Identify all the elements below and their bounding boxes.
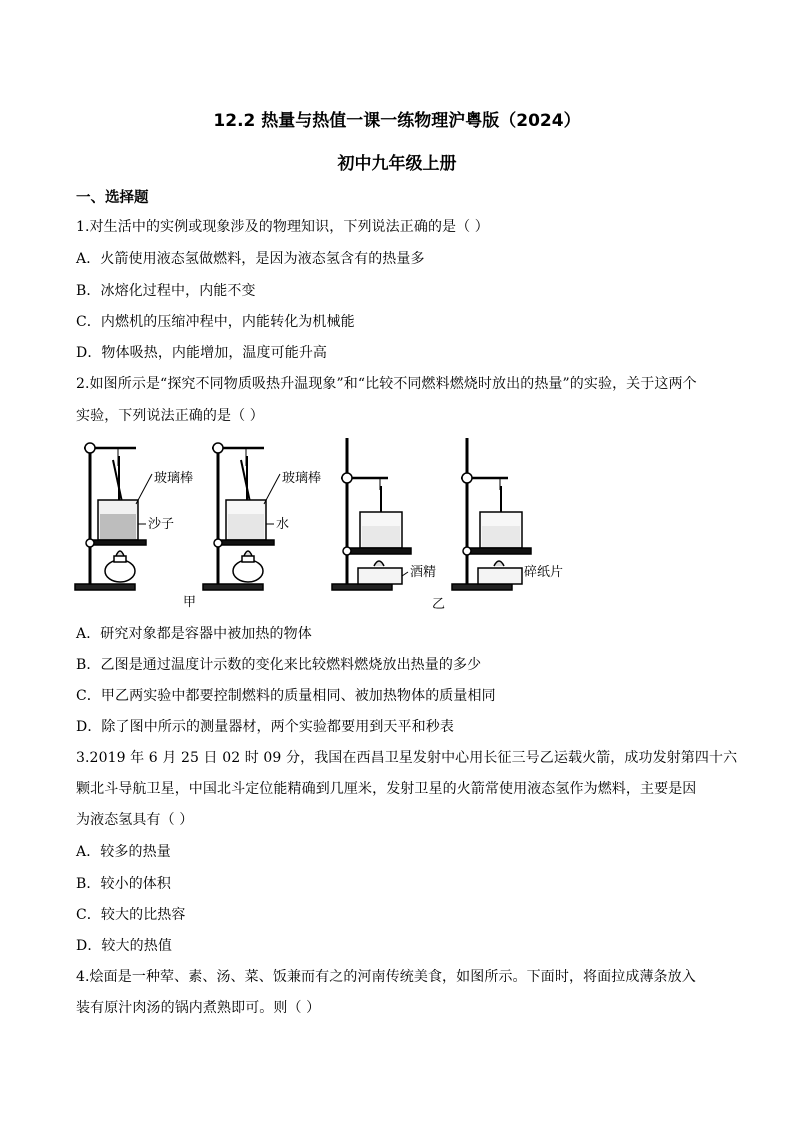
q3-stem-line-2: 颗北斗导航卫星，中国北斗定位能精确到几厘米，发射卫星的火箭常使用液态氢作为燃料，主要是因 <box>76 781 697 797</box>
q3-option-d: D．较大的热值 <box>76 938 172 954</box>
section-heading: 一、选择题 <box>76 190 149 206</box>
apparatus-water <box>203 443 274 590</box>
q4-stem-line-2: 装有原汁肉汤的锅内煮熟即可。则（ ） <box>76 1000 321 1016</box>
q1-stem: 1.对生活中的实例或现象涉及的物理知识，下列说法正确的是（ ） <box>76 219 489 235</box>
label-jia: 甲 <box>183 595 197 610</box>
experiment-figure <box>70 430 564 615</box>
q2-option-a: A．研究对象都是容器中被加热的物体 <box>76 626 312 642</box>
label-water: 水 <box>276 517 290 532</box>
label-paper: 碎纸片 <box>524 565 564 580</box>
q1-option-b: B．冰熔化过程中，内能不变 <box>76 283 256 299</box>
q2-stem-line-1: 2.如图所示是“探究不同物质吸热升温现象”和“比较不同燃料燃烧时放出的热量”的实验，关于这两个 <box>76 376 697 392</box>
label-yi: 乙 <box>432 597 446 612</box>
q1-option-a: A．火箭使用液态氢做燃料，是因为液态氢含有的热量多 <box>76 251 425 267</box>
q2-option-b: B．乙图是通过温度计示数的变化来比较燃料燃烧放出热量的多少 <box>76 657 482 673</box>
apparatus-sand <box>75 443 146 590</box>
q2-stem-line-2: 实验，下列说法正确的是（ ） <box>76 408 264 424</box>
label-alcohol: 酒精 <box>410 565 437 580</box>
q2-option-c: C．甲乙两实验中都要控制燃料的质量相同、被加热物体的质量相同 <box>76 688 496 704</box>
label-sand: 沙子 <box>148 517 175 532</box>
document-subtitle: 初中九年级上册 <box>337 154 457 174</box>
q1-option-d: D．物体吸热，内能增加，温度可能升高 <box>76 345 328 361</box>
q1-option-c: C．内燃机的压缩冲程中，内能转化为机械能 <box>76 314 355 330</box>
q3-stem-line-1: 3.2019 年 6 月 25 日 02 时 09 分，我国在西昌卫星发射中心用长征三号乙运载火箭，成功发射第四十六 <box>76 750 738 766</box>
q3-option-b: B．较小的体积 <box>76 876 171 892</box>
apparatus-paper <box>452 438 531 590</box>
q4-stem-line-1: 4.烩面是一种荤、素、汤、菜、饭兼而有之的河南传统美食，如图所示。下面时，将面拉成薄条放入 <box>76 969 696 985</box>
label-rod-2: 玻璃棒 <box>282 471 322 486</box>
document-title: 12.2 热量与热值一课一练物理沪粤版（2024） <box>213 111 581 131</box>
q3-option-c: C．较大的比热容 <box>76 907 186 923</box>
apparatus-alcohol <box>332 438 411 590</box>
q3-option-a: A．较多的热量 <box>76 844 171 860</box>
q2-option-d: D．除了图中所示的测量器材，两个实验都要用到天平和秒表 <box>76 719 454 735</box>
q3-stem-line-3: 为液态氢具有（ ） <box>76 812 194 828</box>
label-rod-1: 玻璃棒 <box>154 471 194 486</box>
